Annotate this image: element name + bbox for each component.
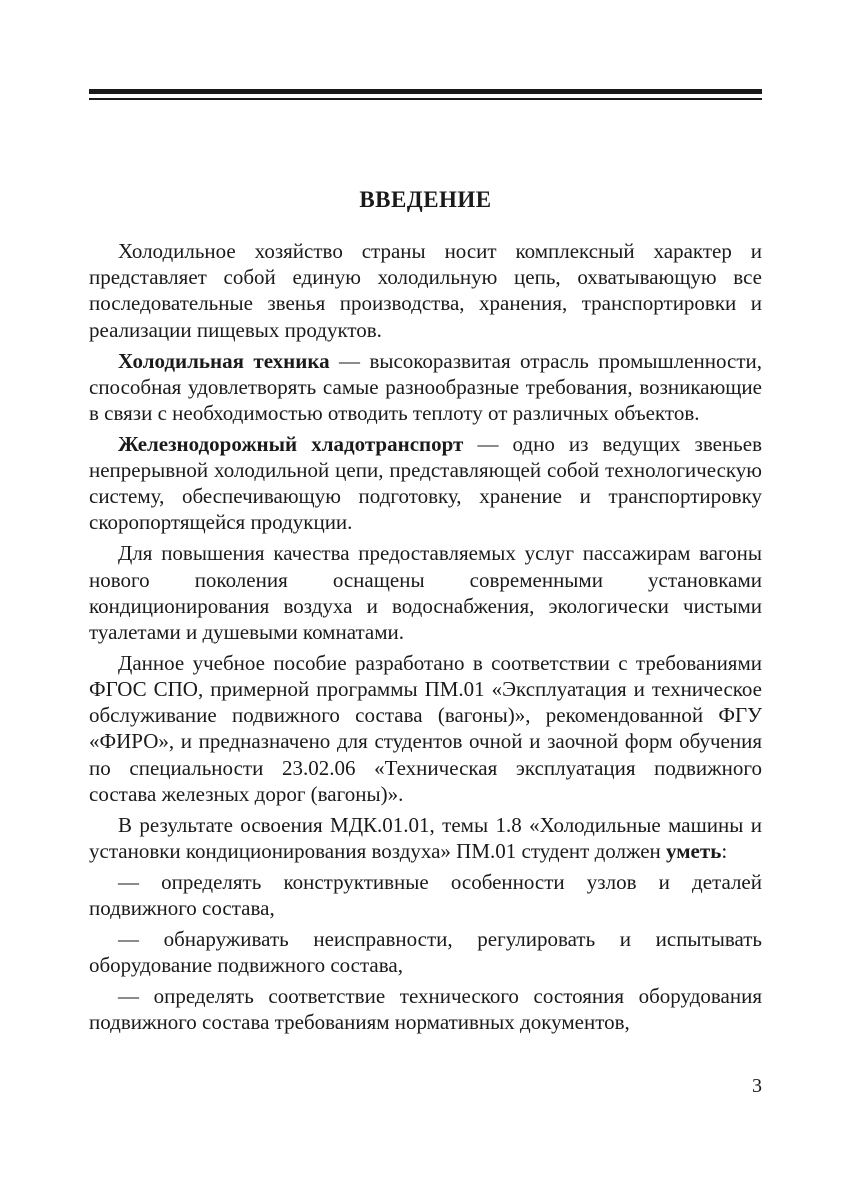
paragraph-6-colon: : (721, 838, 728, 863)
paragraph-4: Для повышения качества предоставляемых услуг пассажирам вагоны нового поколения оснащены современными установками кондиционирования воздуха и водоснабжения, экологически чистыми туалетами и душевыми комнатами. (89, 541, 762, 644)
paragraph-6 (89, 812, 762, 864)
header-rule-thin (89, 98, 762, 100)
list-item: — обнаруживать неисправности, регулировать и испытывать оборудование подвижного состава, (89, 926, 762, 978)
term-refrigeration-equipment: Холодильная техника (118, 348, 330, 373)
paragraph-6-text: В результате освоения МДК.01.01, темы 1.8 «Холодильные машины и установки кондиционирования воздуха» ПМ.01 студент должен (89, 812, 762, 863)
paragraph-2 (89, 348, 762, 427)
body-text (89, 238, 762, 1040)
section-heading: ВВЕДЕНИЕ (359, 187, 492, 212)
page-number: 3 (752, 1075, 762, 1097)
list-item: — определять соответствие технического состояния оборудования подвижного состава требованиям нормативных документов, (89, 983, 762, 1035)
term-rail-refrigerated-transport: Железнодорожный хладотранспорт (118, 431, 464, 456)
header-rule-thick (89, 89, 762, 94)
paragraph-2-text: — высокоразвитая отрасль промышленности, способная удовлетворять самые разнообразные требования, возникающие в связи с необходимостью отводить теплоту от различных объектов. (89, 348, 762, 425)
paragraph-1: Холодильное хозяйство страны носит комплексный характер и представляет собой единую холодильную цепь, охватывающую все последовательные звенья производства, хранения, транспортировки и реализации пищевых продуктов. (89, 239, 762, 342)
paragraph-5: Данное учебное пособие разработано в соответствии с требованиями ФГОС СПО, примерной программы ПМ.01 «Эксплуатация и техническое обслуживание подвижного состава (вагоны)», рекомендованной ФГУ «ФИРО», и предназначено для студентов очной и заочной форм обучения по специальности 23.02.06 «Техническая эксплуатация подвижного состава железных дорог (вагоны)». (89, 650, 762, 806)
list-item: — определять конструктивные особенности узлов и деталей подвижного состава, (89, 869, 762, 920)
term-be-able: уметь (666, 838, 722, 863)
paragraph-3 (89, 431, 762, 536)
paragraph-3-text: — одно из ведущих звеньев непрерывной холодильной цепи, представляющей собой технологическую систему, обеспечивающую подготовку, хранение и транспортировку скоропортящейся продукции. (89, 431, 762, 535)
